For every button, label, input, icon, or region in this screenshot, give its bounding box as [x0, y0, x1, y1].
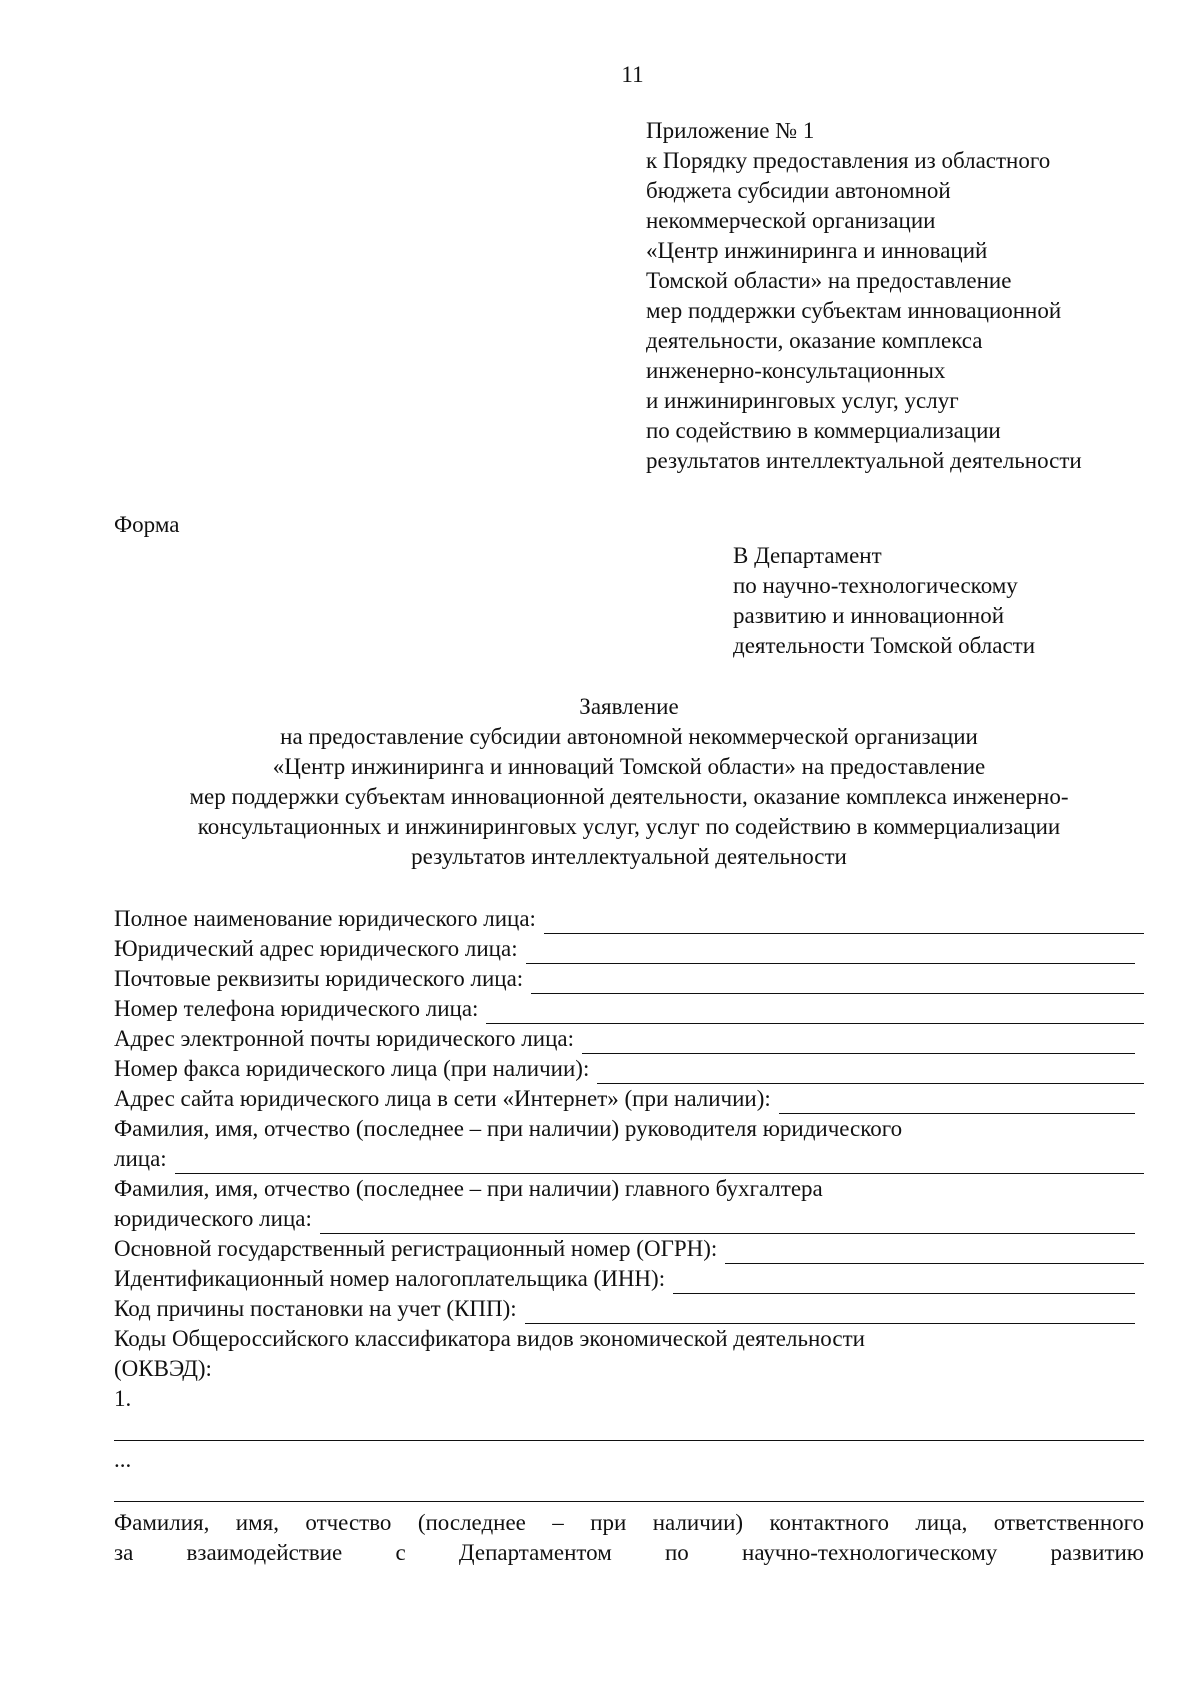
accountant-row: [114, 1204, 1144, 1234]
contact-person-label: Фамилия, имя, отчество (последнее – при наличии) контактного лица, ответственного: [114, 1510, 1144, 1535]
fax-label: Номер факса юридического лица (при наличии):: [114, 1056, 590, 1081]
inn-row: [114, 1264, 1144, 1294]
appendix-line: к Порядку предоставления из областного: [646, 148, 1051, 173]
head-name-label: Фамилия, имя, отчество (последнее – при наличии) руководителя юридического: [114, 1116, 903, 1141]
appendix-line: инженерно-консультационных: [646, 358, 946, 383]
legal-address-field[interactable]: [526, 941, 1135, 964]
addressee-line: по научно-технологическому: [733, 573, 1018, 598]
appendix-line: бюджета субсидии автономной: [646, 178, 951, 203]
appendix-line: по содействию в коммерциализации: [646, 418, 1001, 443]
ogrn-field[interactable]: [725, 1241, 1144, 1264]
website-label: Адрес сайта юридического лица в сети «Интернет» (при наличии):: [114, 1086, 771, 1111]
kpp-label: Код причины постановки на учет (КПП):: [114, 1296, 517, 1321]
phone-field[interactable]: [486, 1001, 1144, 1024]
website-field[interactable]: [779, 1091, 1135, 1114]
appendix-line: деятельности, оказание комплекса: [646, 328, 983, 353]
contact-person-label-cont: за взаимодействие с Департаментом по научно-технологическому развитию: [114, 1540, 1144, 1565]
addressee-line: деятельности Томской области: [733, 633, 1036, 658]
fax-field[interactable]: [597, 1061, 1144, 1084]
postal-details-label: Почтовые реквизиты юридического лица:: [114, 966, 524, 991]
email-field[interactable]: [582, 1031, 1135, 1054]
appendix-line: мер поддержки субъектам инновационной: [646, 298, 1062, 323]
form-label: Форма: [114, 512, 180, 537]
email-label: Адрес электронной почты юридического лица:: [114, 1026, 574, 1051]
okved-item-field[interactable]: [114, 1414, 1144, 1441]
title-line: «Центр инжиниринга и инноваций Томской области» на предоставление: [272, 754, 986, 779]
appendix-header: [646, 116, 1186, 476]
kpp-field[interactable]: [525, 1301, 1135, 1324]
appendix-line: результатов интеллектуальной деятельности: [646, 448, 1082, 473]
inn-label: Идентификационный номер налогоплательщика (ИНН):: [114, 1266, 666, 1291]
title-line: консультационных и инжиниринговых услуг, услуг по содействию в коммерциализации: [197, 814, 1061, 839]
application-title: [114, 692, 1144, 872]
appendix-line: «Центр инжиниринга и инноваций: [646, 238, 988, 263]
title-line: мер поддержки субъектам инновационной деятельности, оказание комплекса инженерно-: [189, 784, 1069, 809]
title-heading: Заявление: [579, 694, 679, 719]
addressee-block: [733, 541, 1173, 661]
ogrn-label: Основной государственный регистрационный номер (ОГРН):: [114, 1236, 718, 1261]
legal-address-row: [114, 934, 1144, 964]
postal-details-row: [114, 964, 1144, 994]
accountant-label-cont: юридического лица:: [114, 1206, 312, 1231]
okved-ellipsis: ...: [114, 1447, 132, 1472]
accountant-field[interactable]: [320, 1211, 1135, 1234]
full-name-row: [114, 904, 1144, 934]
phone-label: Номер телефона юридического лица:: [114, 996, 479, 1021]
addressee-line: В Департамент: [733, 543, 882, 568]
full-name-field[interactable]: [544, 911, 1144, 934]
kpp-row: [114, 1294, 1144, 1324]
head-name-field[interactable]: [175, 1151, 1144, 1174]
appendix-line: и инжиниринговых услуг, услуг: [646, 388, 959, 413]
ogrn-row: [114, 1234, 1144, 1264]
okved-item-number: 1.: [114, 1386, 132, 1411]
inn-field[interactable]: [673, 1271, 1135, 1294]
full-name-label: Полное наименование юридического лица:: [114, 906, 536, 931]
head-name-label-cont: лица:: [114, 1146, 167, 1171]
postal-details-field[interactable]: [531, 971, 1144, 994]
email-row: [114, 1024, 1144, 1054]
appendix-line: Томской области» на предоставление: [646, 268, 1012, 293]
fax-row: [114, 1054, 1144, 1084]
head-name-row: [114, 1144, 1144, 1174]
appendix-line: некоммерческой организации: [646, 208, 936, 233]
okved-label-cont: (ОКВЭД):: [114, 1356, 212, 1381]
okved-label: Коды Общероссийского классификатора видов экономической деятельности: [114, 1326, 865, 1351]
addressee-line: развитию и инновационной: [733, 603, 1005, 628]
accountant-label: Фамилия, имя, отчество (последнее – при наличии) главного бухгалтера: [114, 1176, 823, 1201]
appendix-line: Приложение № 1: [646, 118, 815, 143]
legal-address-label: Юридический адрес юридического лица:: [114, 936, 518, 961]
okved-more-field[interactable]: [114, 1475, 1144, 1502]
title-line: результатов интеллектуальной деятельности: [411, 844, 847, 869]
page-number: 11: [621, 62, 644, 87]
title-line: на предоставление субсидии автономной некоммерческой организации: [280, 724, 978, 749]
website-row: [114, 1084, 1144, 1114]
phone-row: [114, 994, 1144, 1024]
application-fields: [114, 904, 1144, 1568]
